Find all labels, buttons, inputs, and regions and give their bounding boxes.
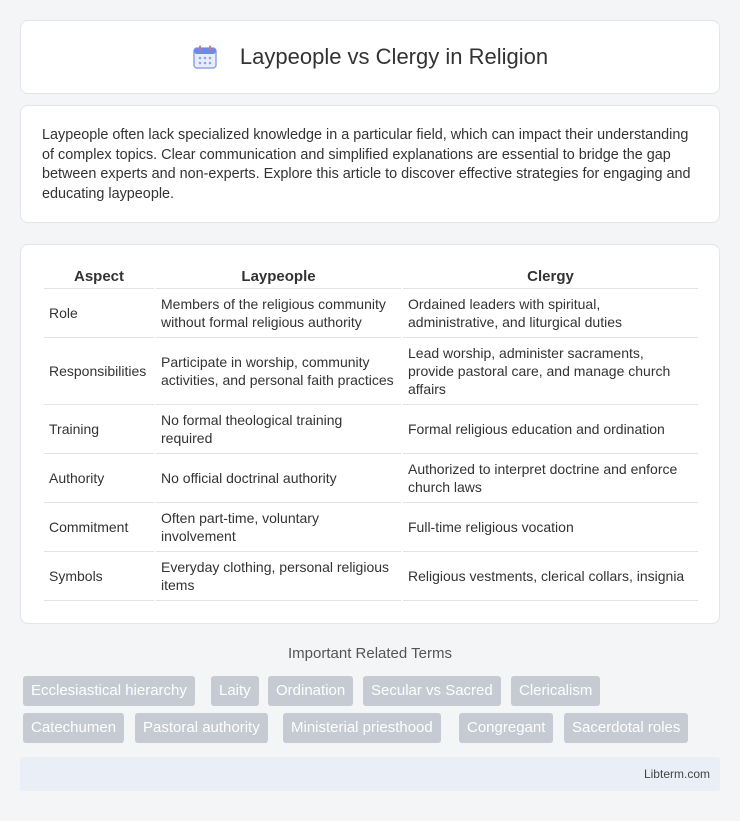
cell-aspect: Responsibilities [44, 338, 154, 405]
cell-clergy: Ordained leaders with spiritual, administrative, and liturgical duties [403, 289, 698, 338]
cell-laypeople: Everyday clothing, personal religious items [156, 552, 401, 601]
header-aspect: Aspect [44, 265, 154, 289]
tag-ordination[interactable]: Ordination [268, 676, 353, 706]
cell-clergy: Formal religious education and ordination [403, 405, 698, 454]
cell-aspect: Authority [44, 454, 154, 503]
cell-aspect: Symbols [44, 552, 154, 601]
cell-clergy: Full-time religious vocation [403, 503, 698, 552]
tag-congregant[interactable]: Congregant [459, 713, 553, 743]
table-header-row [44, 265, 698, 289]
tag-ministerial-priesthood[interactable]: Ministerial priesthood [283, 713, 441, 743]
tag-secular-vs-sacred[interactable]: Secular vs Sacred [363, 676, 501, 706]
tag-laity[interactable]: Laity [211, 676, 259, 706]
cell-clergy: Lead worship, administer sacraments, provide pastoral care, and manage church affairs [403, 338, 698, 405]
cell-aspect: Role [44, 289, 154, 338]
cell-laypeople: Often part-time, voluntary involvement [156, 503, 401, 552]
footer [20, 757, 720, 791]
table-row [44, 405, 698, 454]
table-row [44, 454, 698, 503]
cell-aspect: Commitment [44, 503, 154, 552]
cell-laypeople: Participate in worship, community activities, and personal faith practices [156, 338, 401, 405]
tag-ecclesiastical-hierarchy[interactable]: Ecclesiastical hierarchy [23, 676, 195, 706]
cell-laypeople: No formal theological training required [156, 405, 401, 454]
cell-aspect: Training [44, 405, 154, 454]
tag-sacerdotal-roles[interactable]: Sacerdotal roles [564, 713, 688, 743]
tag-pastoral-authority[interactable]: Pastoral authority [135, 713, 268, 743]
tag-clericalism[interactable]: Clericalism [511, 676, 600, 706]
tag-catechumen[interactable]: Catechumen [23, 713, 124, 743]
header-clergy: Clergy [403, 265, 698, 289]
cell-laypeople: No official doctrinal authority [156, 454, 401, 503]
table-row [44, 289, 698, 338]
footer-site-link[interactable]: Libterm.com [643, 767, 710, 781]
header-card [20, 20, 720, 94]
cell-clergy: Authorized to interpret doctrine and enforce church laws [403, 454, 698, 503]
comparison-table [42, 265, 700, 601]
intro-card [20, 105, 720, 223]
comparison-card [20, 244, 720, 624]
table-row [44, 338, 698, 405]
table-row [44, 503, 698, 552]
table-row [44, 552, 698, 601]
cell-laypeople: Members of the religious community without formal religious authority [156, 289, 401, 338]
cell-clergy: Religious vestments, clerical collars, insignia [403, 552, 698, 601]
calendar-icon [192, 44, 218, 70]
related-terms-title: Important Related Terms [288, 645, 452, 662]
page-title: Laypeople vs Clergy in Religion [239, 44, 549, 69]
header-laypeople: Laypeople [156, 265, 401, 289]
intro-text: Laypeople often lack specialized knowledge in a particular field, which can impact their understanding of complex topics. Clear communication and simplified explanations are essential to bridge the gap between experts and non-experts. Explore this article to discover effective strategies for engaging and educating laypeople. [42, 127, 691, 202]
